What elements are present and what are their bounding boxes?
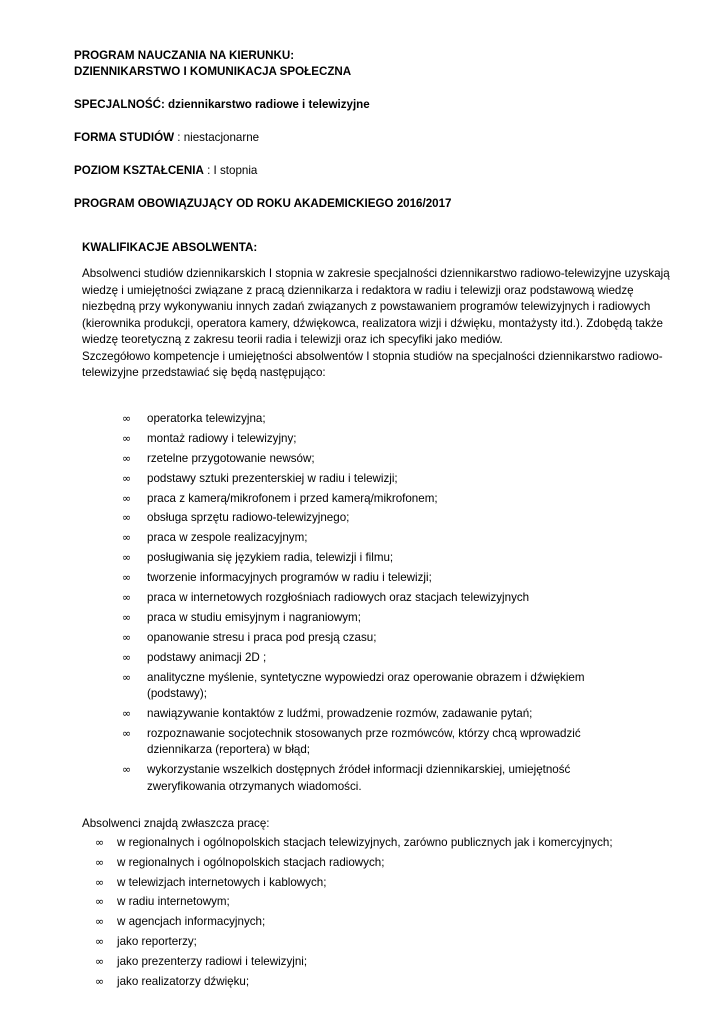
qualification-item	[122, 491, 642, 508]
qualifications-title: KWALIFIKACJE ABSOLWENTA:	[82, 241, 258, 254]
infinity-bullet-icon: ∞	[95, 934, 105, 948]
qualification-item	[122, 726, 642, 759]
qualification-item	[122, 670, 642, 703]
qualification-item	[122, 590, 642, 607]
job-item-text: w agencjach informacyjnych;	[117, 915, 266, 929]
education-level-value: : I stopnia	[203, 164, 258, 177]
qualification-item-text: rzetelne przygotowanie newsów;	[147, 451, 315, 465]
job-item	[95, 835, 695, 852]
qualification-item-text: posługiwania się językiem radia, telewizji i filmu;	[147, 551, 394, 565]
infinity-bullet-icon: ∞	[95, 875, 105, 889]
qualification-item	[122, 510, 642, 527]
job-item	[95, 934, 695, 951]
program-heading-line1: PROGRAM NAUCZANIA NA KIERUNKU:	[74, 49, 295, 62]
infinity-bullet-icon: ∞	[95, 855, 105, 869]
qualification-item	[122, 762, 642, 795]
job-item-text: jako realizatorzy dźwięku;	[117, 974, 250, 988]
infinity-bullet-icon: ∞	[95, 974, 105, 988]
intro-paragraph-1: Absolwenci studiów dziennikarskich I stopnia w zakresie specjalności dziennikarstwo radiowo-telewizyjne uzyskają wiedzę i umiejętności związane z pracą dziennikarza i redaktora w radiu i telewizji oraz podstawową wiedzę niezbędną przy wykonywaniu innych zadań związanych z powstawaniem programów telewizyjnych i radiowych (kierownika produkcji, operatora kamery, dźwiękowca, realizatora wizji i dźwięku, montażysty itd.). Zdobędą także wiedzę teoretyczną z zakresu teorii radia i telewizji oraz ich specyfiki jako mediów.	[82, 267, 670, 346]
study-form-label: FORMA STUDIÓW	[74, 131, 175, 144]
job-item	[95, 954, 695, 971]
job-item	[95, 855, 695, 872]
qualification-item	[122, 610, 642, 627]
qualification-item-text: praca w studiu emisyjnym i nagraniowym;	[147, 610, 361, 624]
infinity-bullet-icon: ∞	[122, 610, 132, 624]
infinity-bullet-icon: ∞	[122, 551, 132, 565]
infinity-bullet-icon: ∞	[122, 630, 132, 644]
study-form-line	[74, 130, 259, 147]
job-item	[95, 875, 695, 892]
qualification-item-text: podstawy animacji 2D ;	[147, 650, 267, 664]
qualification-item	[122, 431, 642, 448]
jobs-title: Absolwenci znajdą zwłaszcza pracę:	[82, 817, 270, 830]
education-level-label: POZIOM KSZTAŁCENIA	[74, 164, 204, 177]
infinity-bullet-icon: ∞	[122, 471, 132, 485]
job-item-text: jako prezenterzy radiowi i telewizyjni;	[117, 954, 308, 968]
job-item	[95, 974, 695, 991]
education-level-line	[74, 163, 257, 180]
qualification-item-text: podstawy sztuki prezenterskiej w radiu i telewizji;	[147, 471, 398, 485]
qualification-item-text: operatorka telewizyjna;	[147, 412, 266, 425]
qualification-item	[122, 471, 642, 488]
qualification-item-text: praca w internetowych rozgłośniach radiowych oraz stacjach telewizyjnych	[147, 591, 530, 605]
infinity-bullet-icon: ∞	[122, 726, 132, 740]
infinity-bullet-icon: ∞	[122, 571, 132, 585]
infinity-bullet-icon: ∞	[122, 591, 132, 605]
infinity-bullet-icon: ∞	[122, 412, 132, 425]
qualification-item-text: montaż radiowy i telewizyjny;	[147, 431, 297, 445]
infinity-bullet-icon: ∞	[122, 531, 132, 545]
program-heading-line2: DZIENNIKARSTWO I KOMUNIKACJA SPOŁECZNA	[74, 65, 352, 78]
qualification-item-text: rozpoznawanie socjotechnik stosowanych prze rozmówców, którzy chcą wprowadzić dziennikarza (reportera) w błąd;	[147, 726, 581, 757]
infinity-bullet-icon: ∞	[122, 706, 132, 720]
job-item-text: jako reporterzy;	[117, 934, 197, 948]
jobs-list	[95, 835, 695, 993]
qualification-item	[122, 451, 642, 468]
job-item	[95, 914, 695, 931]
infinity-bullet-icon: ∞	[95, 954, 105, 968]
qualification-item-text: opanowanie stresu i praca pod presją czasu;	[147, 630, 377, 644]
infinity-bullet-icon: ∞	[95, 915, 105, 929]
qualification-item	[122, 650, 642, 667]
qualifications-intro	[82, 266, 682, 382]
infinity-bullet-icon: ∞	[122, 491, 132, 505]
qualification-item-text: nawiązywanie kontaktów z ludźmi, prowadzenie rozmów, zadawanie pytań;	[147, 706, 533, 720]
infinity-bullet-icon: ∞	[95, 836, 105, 849]
qualification-item-text: analityczne myślenie, syntetyczne wypowiedzi oraz operowanie obrazem i dźwiękiem (podstawy);	[147, 670, 585, 701]
infinity-bullet-icon: ∞	[122, 763, 132, 777]
infinity-bullet-icon: ∞	[122, 451, 132, 465]
infinity-bullet-icon: ∞	[122, 431, 132, 445]
infinity-bullet-icon: ∞	[95, 895, 105, 909]
job-item	[95, 894, 695, 911]
intro-paragraph-2: Szczegółowo kompetencje i umiejętności absolwentów I stopnia studiów na specjalności dziennikarstwo radiowo-telewizyjne przedstawiać się będą następująco:	[82, 349, 663, 379]
qualification-item-text: wykorzystanie wszelkich dostępnych źródeł informacji dziennikarskiej, umiejętność zweryfikowania otrzymanych wiadomości.	[147, 763, 571, 793]
program-year-line: PROGRAM OBOWIĄZUJĄCY OD ROKU AKADEMICKIEGO 2016/2017	[74, 197, 452, 210]
infinity-bullet-icon: ∞	[122, 670, 132, 684]
qualification-item-text: obsługa sprzętu radiowo-telewizyjnego;	[147, 511, 350, 525]
qualification-item	[122, 411, 642, 428]
study-form-value: : niestacjonarne	[174, 131, 260, 144]
qualifications-list	[122, 411, 642, 799]
job-item-text: w regionalnych i ogólnopolskich stacjach radiowych;	[117, 855, 385, 869]
qualification-item-text: tworzenie informacyjnych programów w radiu i telewizji;	[147, 571, 432, 585]
qualification-item	[122, 630, 642, 647]
job-item-text: w telewizjach internetowych i kablowych;	[117, 875, 327, 889]
qualification-item	[122, 706, 642, 723]
qualification-item	[122, 570, 642, 587]
qualification-item	[122, 550, 642, 567]
infinity-bullet-icon: ∞	[122, 650, 132, 664]
infinity-bullet-icon: ∞	[122, 511, 132, 525]
qualification-item	[122, 530, 642, 547]
qualification-item-text: praca z kamerą/mikrofonem i przed kamerą/mikrofonem;	[147, 491, 438, 505]
job-item-text: w regionalnych i ogólnopolskich stacjach telewizyjnych, zarówno publicznych jak i komercyjnych;	[117, 836, 613, 849]
specialty-line: SPECJALNOŚĆ: dziennikarstwo radiowe i telewizyjne	[74, 98, 370, 111]
qualification-item-text: praca w zespole realizacyjnym;	[147, 531, 308, 545]
job-item-text: w radiu internetowym;	[117, 895, 230, 909]
